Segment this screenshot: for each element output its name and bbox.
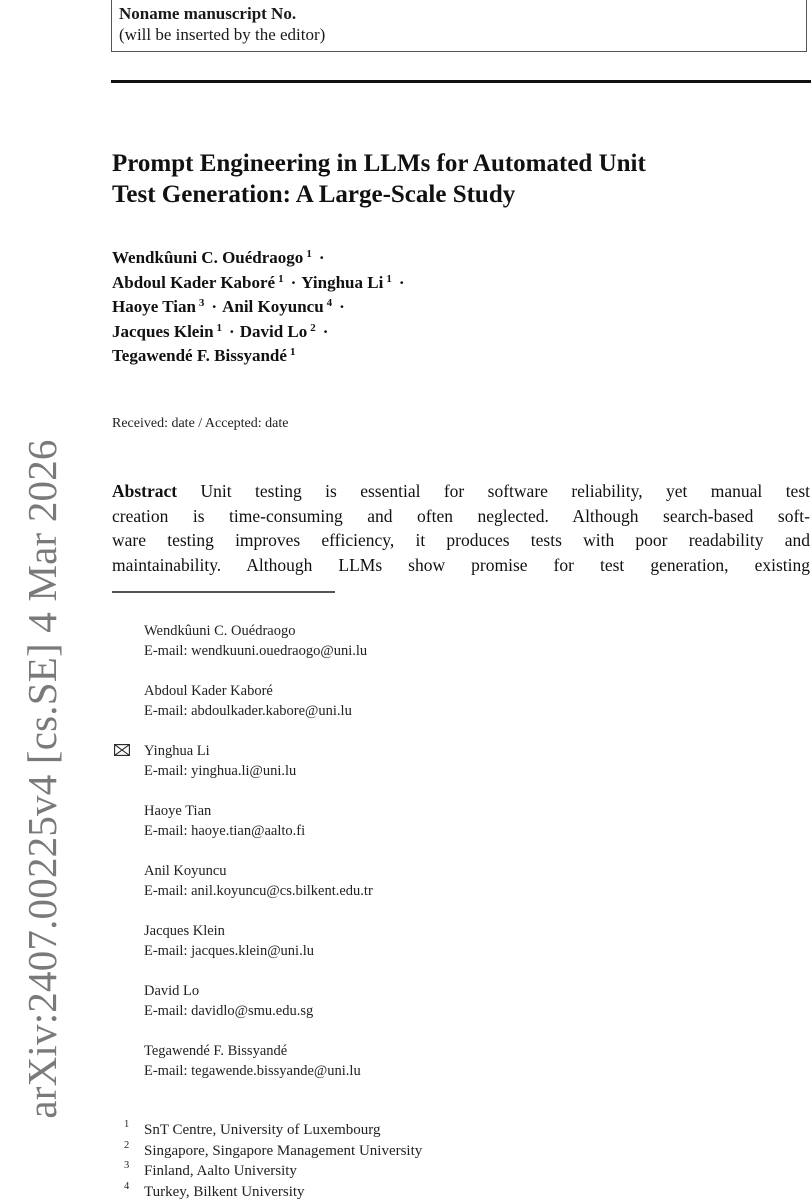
- author-separator: ·: [399, 273, 405, 292]
- author-name: Haoye Tian: [112, 297, 196, 316]
- author-name: David Lo: [240, 322, 308, 341]
- contact-entry: [112, 861, 712, 901]
- contact-name: Wendkûuni C. Ouédraogo: [144, 621, 712, 641]
- contact-name: Jacques Klein: [144, 921, 712, 941]
- author-name: Abdoul Kader Kaboré: [112, 273, 275, 292]
- author-separator: ·: [229, 322, 235, 341]
- author-affil-mark: 1: [217, 322, 223, 334]
- author-name: Jacques Klein: [112, 322, 214, 341]
- affiliation-text: Singapore, Singapore Management University: [144, 1143, 422, 1159]
- affiliation-number: 1: [124, 1115, 129, 1136]
- envelope-icon: [114, 744, 130, 756]
- author-affil-mark: 1: [278, 273, 284, 285]
- author-separator: ·: [291, 273, 297, 292]
- contact-name: David Lo: [144, 981, 712, 1001]
- author-separator: ·: [339, 297, 345, 316]
- contact-email: E-mail: wendkuuni.ouedraogo@uni.lu: [144, 641, 712, 661]
- author-affil-mark: 1: [306, 248, 312, 260]
- contact-email: E-mail: abdoulkader.kabore@uni.lu: [144, 701, 712, 721]
- contact-name: Haoye Tian: [144, 801, 712, 821]
- author-line-5: [112, 344, 811, 369]
- author-separator: ·: [323, 322, 329, 341]
- author-name: Yinghua Li: [301, 273, 383, 292]
- affiliation-item: [112, 1161, 712, 1182]
- contact-name: Anil Koyuncu: [144, 861, 712, 881]
- abstract: [112, 479, 810, 577]
- author-name: Wendkûuni C. Ouédraogo: [112, 248, 303, 267]
- author-affil-mark: 3: [199, 297, 205, 309]
- contact-entry: [112, 1041, 712, 1081]
- affiliation-list: [112, 1120, 712, 1202]
- abstract-line: ware testing improves efficiency, it produces tests with poor readability and: [112, 528, 810, 553]
- author-name: Anil Koyuncu: [222, 297, 324, 316]
- contact-email: E-mail: davidlo@smu.edu.sg: [144, 1001, 712, 1021]
- abstract-text: Unit testing is essential for software reliability, yet manual test: [201, 481, 810, 501]
- author-line-2: [112, 271, 811, 296]
- affiliation-item: [112, 1182, 712, 1202]
- author-line-4: [112, 320, 811, 345]
- abstract-line: maintainability. Although LLMs show promise for test generation, existing: [112, 553, 810, 578]
- author-affil-mark: 2: [310, 322, 316, 334]
- author-separator: ·: [319, 248, 325, 267]
- affiliation-number: 3: [124, 1156, 129, 1177]
- affiliation-number: 4: [124, 1177, 129, 1198]
- received-accepted-dates: Received: date / Accepted: date: [112, 415, 288, 433]
- manuscript-number-label: Noname manuscript No.: [119, 3, 806, 24]
- header-rule: [111, 80, 811, 83]
- affiliation-item: [112, 1141, 712, 1162]
- contact-entry: [112, 801, 712, 841]
- title-line-2: Test Generation: A Large-Scale Study: [112, 179, 811, 210]
- author-line-1: [112, 246, 811, 271]
- contact-email: E-mail: haoye.tian@aalto.fi: [144, 821, 712, 841]
- contact-name: Abdoul Kader Kaboré: [144, 681, 712, 701]
- title-line-1: Prompt Engineering in LLMs for Automated Unit: [112, 148, 811, 179]
- affiliation-text: Turkey, Bilkent University: [144, 1184, 305, 1200]
- author-name: Tegawendé F. Bissyandé: [112, 346, 287, 365]
- author-line-3: [112, 295, 811, 320]
- author-affil-mark: 4: [327, 297, 333, 309]
- affiliation-item: [112, 1120, 712, 1141]
- author-affil-mark: 1: [290, 346, 296, 358]
- author-separator: ·: [211, 297, 217, 316]
- contact-email: E-mail: anil.koyuncu@cs.bilkent.edu.tr: [144, 881, 712, 901]
- affiliation-text: Finland, Aalto University: [144, 1163, 297, 1179]
- arxiv-identifier-stamp: arXiv:2407.00225v4 [cs.SE] 4 Mar 2026: [18, 379, 66, 1179]
- contact-email: E-mail: jacques.klein@uni.lu: [144, 941, 712, 961]
- contact-entry: [112, 681, 712, 721]
- contact-entry: [112, 981, 712, 1021]
- contact-entry: [112, 621, 712, 661]
- editor-note: (will be inserted by the editor): [119, 24, 806, 45]
- abstract-line: creation is time-consuming and often neglected. Although search-based soft-: [112, 504, 810, 529]
- contact-entry: [112, 921, 712, 961]
- contact-name: Tegawendé F. Bissyandé: [144, 1041, 712, 1061]
- contact-name: Yinghua Li: [144, 741, 712, 761]
- manuscript-info-box: [111, 0, 807, 52]
- author-contacts: [112, 621, 712, 1101]
- affiliation-number: 2: [124, 1136, 129, 1157]
- contact-email: E-mail: tegawende.bissyande@uni.lu: [144, 1061, 712, 1081]
- footnote-rule: [112, 591, 335, 593]
- paper-title: [112, 148, 811, 210]
- abstract-heading: Abstract: [112, 481, 177, 501]
- abstract-line: [112, 479, 810, 504]
- affiliation-text: SnT Centre, University of Luxembourg: [144, 1122, 381, 1138]
- contact-email: E-mail: yinghua.li@uni.lu: [144, 761, 712, 781]
- author-affil-mark: 1: [386, 273, 392, 285]
- author-list: [112, 246, 811, 369]
- contact-entry-corresponding: [112, 741, 712, 781]
